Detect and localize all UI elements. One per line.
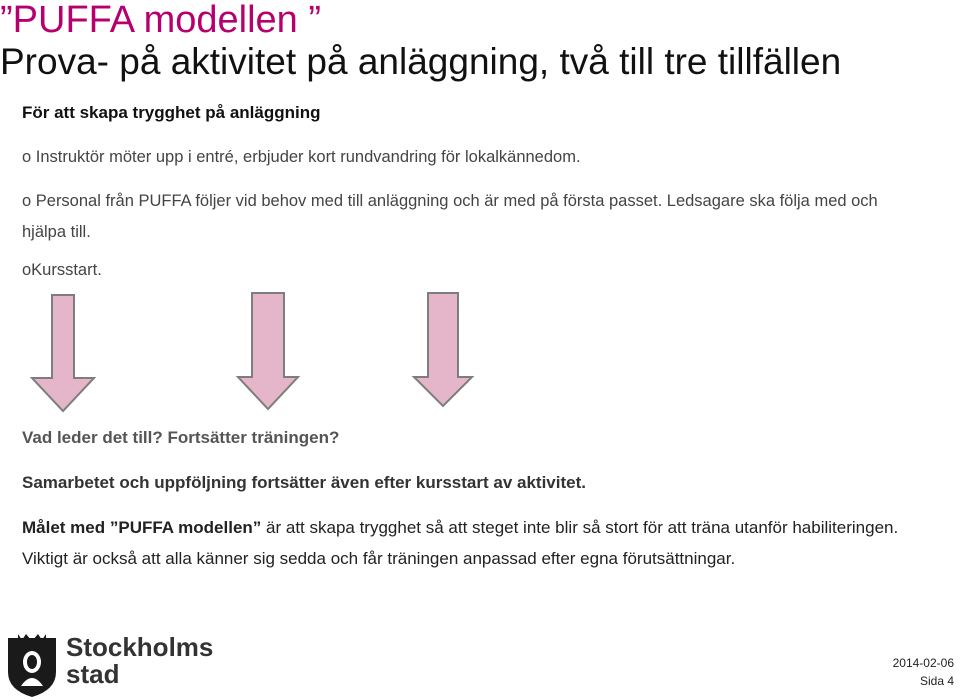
goal-paragraph bbox=[22, 512, 942, 574]
stockholm-crest-icon bbox=[4, 632, 60, 698]
goal-rest: är att skapa trygghet så att steget inte blir så stort för att träna utanför habiliteringen. Viktigt är också att alla känner sig sedda och får träningen anpassad efter egna förutsättningar. bbox=[22, 518, 899, 568]
question-text: Vad leder det till? Fortsätter träningen? bbox=[22, 428, 340, 447]
slide-title: ”PUFFA modellen ” bbox=[0, 0, 321, 41]
logo-line-2: stad bbox=[66, 659, 120, 689]
goal-prefix: Målet med ”PUFFA modellen” bbox=[22, 518, 262, 537]
logo-wordmark bbox=[66, 634, 213, 688]
down-arrow-icon bbox=[32, 295, 94, 411]
logo-line-1: Stockholms bbox=[66, 632, 214, 662]
down-arrow-icon bbox=[414, 293, 472, 406]
cooperation-text: Samarbetet och uppföljning fortsätter även efter kursstart av aktivitet. bbox=[22, 473, 586, 492]
section-heading: För att skapa trygghet på anläggning bbox=[22, 103, 321, 122]
footer-page-number: Sida 4 bbox=[919, 674, 954, 688]
down-arrows bbox=[0, 285, 960, 415]
bullet-personal: o Personal från PUFFA följer vid behov med till anläggning och är med på första passet. Ledsagare ska följa med och hjälpa till. bbox=[22, 192, 878, 241]
bullet-kursstart: oKursstart. bbox=[22, 261, 102, 279]
footer-date: 2014-02-06 bbox=[892, 656, 954, 670]
down-arrow-icon bbox=[238, 293, 298, 409]
slide-subtitle: Prova- på aktivitet på anläggning, två till tre tillfällen bbox=[0, 41, 842, 82]
stockholm-logo bbox=[4, 632, 214, 698]
bullet-instructor: o Instruktör möter upp i entré, erbjuder kort rundvandring för lokalkännedom. bbox=[22, 148, 581, 166]
